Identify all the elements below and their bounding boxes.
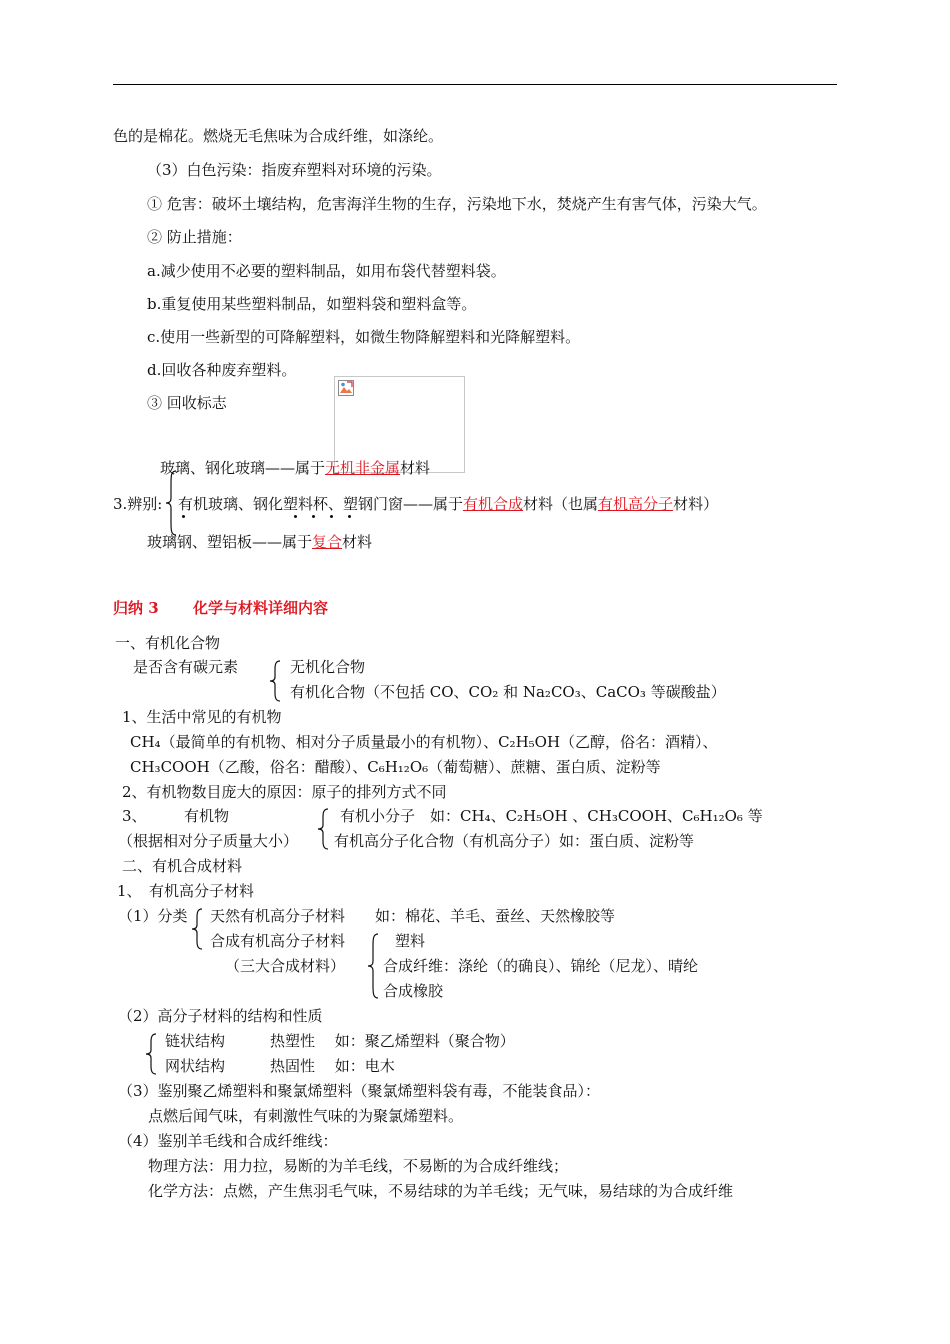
synthetic-rubber-item: 合成橡胶 [383, 982, 444, 1000]
organic-size-num: 3、 [122, 807, 147, 825]
common-organics-line-2: CH₃COOH（乙酸，俗名：醋酸）、C₆H₁₂O₆（葡萄糖）、蔗糖、蛋白质、淀粉等 [130, 758, 661, 776]
structure-brace [144, 1033, 158, 1075]
synthetic-fiber-item: 合成纤维：涤纶（的确良）、锦纶（尼龙）、晴纶 [383, 957, 699, 975]
synthetic-polymer: 合成有机高分子材料 [210, 932, 346, 950]
harm-line: ① 危害：破坏土壤结构，危害海洋生物的生存，污染地下水，焚烧产生有害气体，污染大气。 [147, 195, 767, 213]
classify-brace [190, 908, 204, 950]
organic-size-note: （根据相对分子质量大小） [118, 832, 299, 850]
emphasis-dot [294, 515, 297, 518]
common-organics-line-1: CH₄（最简单的有机物、相对分子质量最小的有机物）、C₂H₅OH（乙醇，俗名：酒精）、 [130, 733, 718, 751]
prevention-a: a.减少使用不必要的塑料制品，如用布袋代替塑料袋。 [147, 262, 506, 280]
natural-polymer: 天然有机高分子材料 如：棉花、羊毛、蚕丝、天然橡胶等 [210, 907, 616, 925]
plastic-item: 塑料 [395, 932, 426, 950]
prevention-c: c.使用一些新型的可降解塑料，如微生物降解塑料和光降解塑料。 [147, 328, 581, 346]
identify-label: 3.辨别: [113, 495, 163, 513]
emphasis-dot [312, 515, 315, 518]
recycle-mark-heading: ③ 回收标志 [147, 394, 227, 412]
synthetic-materials-heading: 二、有机合成材料 [122, 857, 243, 875]
physical-method: 物理方法：用力拉，易断的为羊毛线，不易断的为合成纤维线； [148, 1157, 569, 1175]
prevention-heading: ② 防止措施： [147, 228, 242, 246]
carbon-brace [268, 660, 282, 702]
emphasis-dot [330, 515, 333, 518]
identify-row-2: 有机玻璃、钢化塑料杯、塑钢门窗——属于有机合成材料（也属有机高分子材料） [178, 495, 719, 513]
prevention-d: d.回收各种废弃塑料。 [147, 361, 297, 379]
small-molecule: 有机小分子 如：CH₄、C₂H₅OH 、CH₃COOH、C₆H₁₂O₆ 等 [340, 807, 763, 825]
large-molecule: 有机高分子化合物（有机高分子）如：蛋白质、淀粉等 [334, 832, 695, 850]
structure-heading: （2）高分子材料的结构和性质 [118, 1007, 323, 1025]
section-heading-num: 归纳 3 [113, 599, 159, 617]
white-pollution-heading: （3）白色污染：指废弃塑料对环境的污染。 [147, 161, 442, 179]
identify-brace [164, 470, 178, 536]
broken-image-icon [338, 380, 354, 396]
inorganic-compound: 无机化合物 [290, 658, 366, 676]
reason-line: 2、有机物数目庞大的原因：原子的排列方式不同 [122, 783, 447, 801]
three-synthetics-note: （三大合成材料） [225, 957, 346, 975]
three-synthetics-brace [366, 933, 380, 999]
prevention-b: b.重复使用某些塑料制品，如塑料袋和塑料盒等。 [147, 295, 477, 313]
network-structure: 网状结构 热固性 如：电木 [165, 1057, 395, 1075]
organic-size-word: 有机物 [184, 807, 230, 825]
identify-row-3: 玻璃钢、塑铝板——属于复合材料 [147, 533, 373, 551]
chemical-method: 化学方法：点燃，产生焦羽毛气味，不易结球的为羊毛线；无气味，易结球的为合成纤维 [148, 1182, 734, 1200]
emphasis-dot [348, 515, 351, 518]
identify-pe-heading: （3）鉴别聚乙烯塑料和聚氯烯塑料（聚氯烯塑料袋有毒，不能装食品）： [118, 1082, 601, 1100]
identify-pe-method: 点燃后闻气味，有刺激性气味的为聚氯烯塑料。 [148, 1107, 464, 1125]
cotton-line: 色的是棉花。燃烧无毛焦味为合成纤维，如涤纶。 [113, 127, 444, 145]
header-rule [113, 84, 837, 85]
carbon-question: 是否含有碳元素 [133, 658, 239, 676]
polymer-materials-heading: 1、 有机高分子材料 [117, 882, 255, 900]
emphasis-dot [182, 515, 185, 518]
classify-heading: （1）分类 [118, 907, 188, 925]
life-organic-heading: 1、生活中常见的有机物 [122, 708, 282, 726]
organic-compound: 有机化合物（不包括 CO、CO₂ 和 Na₂CO₃、CaCO₃ 等碳酸盐） [290, 683, 726, 701]
molecule-brace [316, 808, 330, 850]
organic-compounds-heading: 一、有机化合物 [115, 634, 221, 652]
identify-row-1: 玻璃、钢化玻璃——属于无机非金属材料 [160, 459, 431, 477]
section-heading-title: 化学与材料详细内容 [193, 599, 329, 617]
identify-wool-heading: （4）鉴别羊毛线和合成纤维线： [118, 1132, 338, 1150]
chain-structure: 链状结构 热塑性 如：聚乙烯塑料（聚合物） [165, 1032, 515, 1050]
